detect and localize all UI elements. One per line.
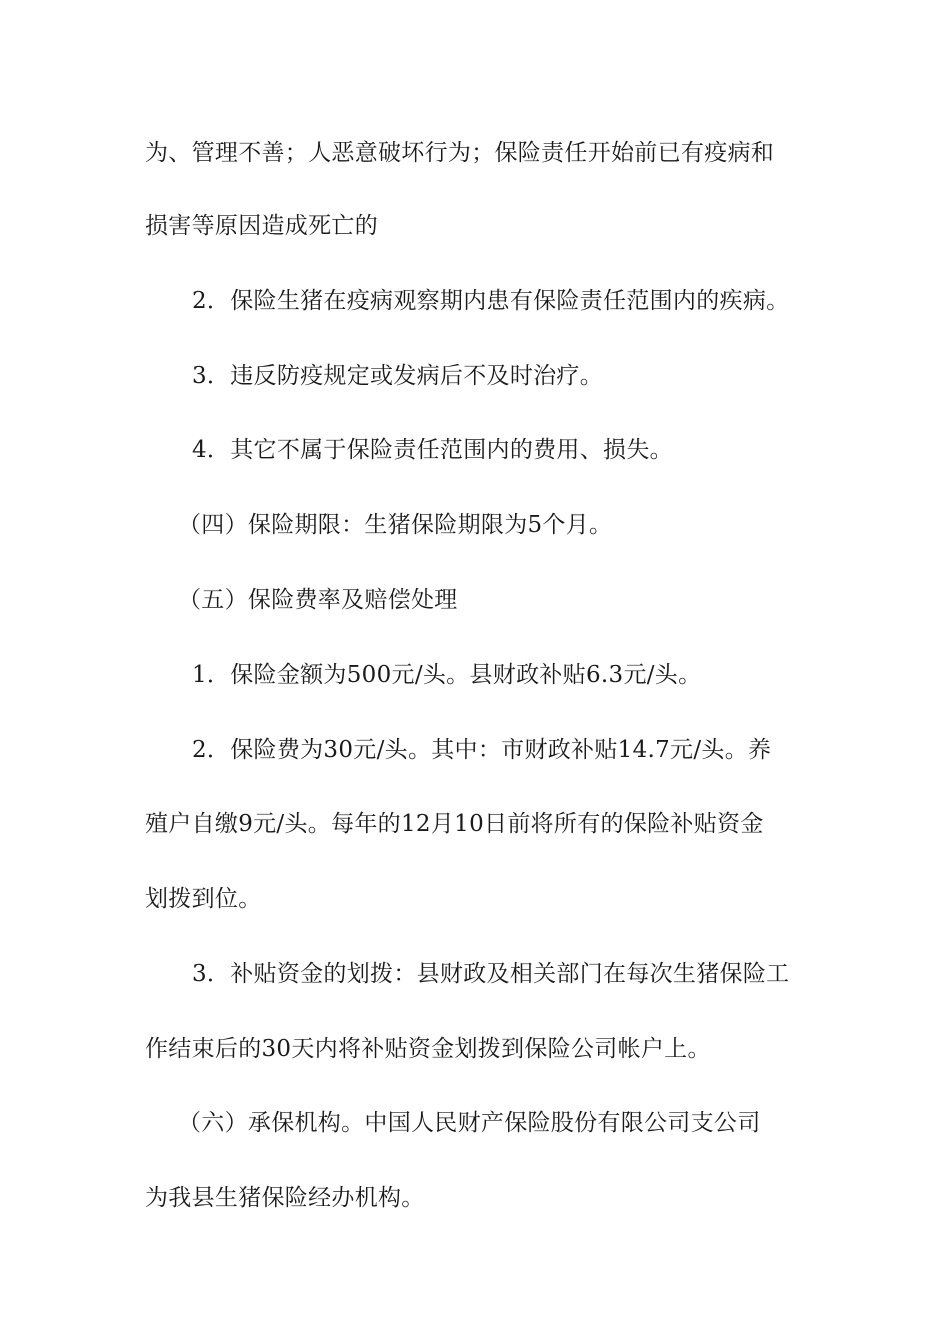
text-line-continuation-2: 划拨到位。	[145, 886, 262, 912]
list-item-3b: 3．补贴资金的划拨：县财政及相关部门在每次生猪保险工	[192, 961, 790, 987]
text-line-continuation-3: 作结束后的30天内将补贴资金划拨到保险公司帐户上。	[145, 1036, 711, 1062]
list-item-4: 4．其它不属于保险责任范围内的费用、损失。	[192, 437, 673, 463]
list-item-2b: 2．保险费为30元/头。其中：市财政补贴14.7元/头。养	[192, 737, 772, 763]
list-item-2: 2．保险生猪在疫病观察期内患有保险责任范围内的疾病。	[192, 288, 790, 314]
section-heading-6: （六）承保机构。中国人民财产保险股份有限公司支公司	[178, 1110, 761, 1136]
text-line-1: 为、管理不善；人恶意破坏行为；保险责任开始前已有疫病和	[145, 140, 775, 166]
text-line-continuation: 殖户自缴9元/头。每年的12月10日前将所有的保险补贴资金	[145, 811, 764, 837]
section-heading-4: （四）保险期限：生猪保险期限为5个月。	[178, 512, 613, 538]
text-line-2: 损害等原因造成死亡的	[145, 213, 378, 239]
section-heading-5: （五）保险费率及赔偿处理	[178, 587, 458, 613]
list-item-1: 1．保险金额为500元/头。县财政补贴6.3元/头。	[192, 662, 702, 688]
list-item-3: 3．违反防疫规定或发病后不及时治疗。	[192, 363, 604, 389]
text-line-continuation-4: 为我县生猪保险经办机构。	[145, 1185, 425, 1211]
